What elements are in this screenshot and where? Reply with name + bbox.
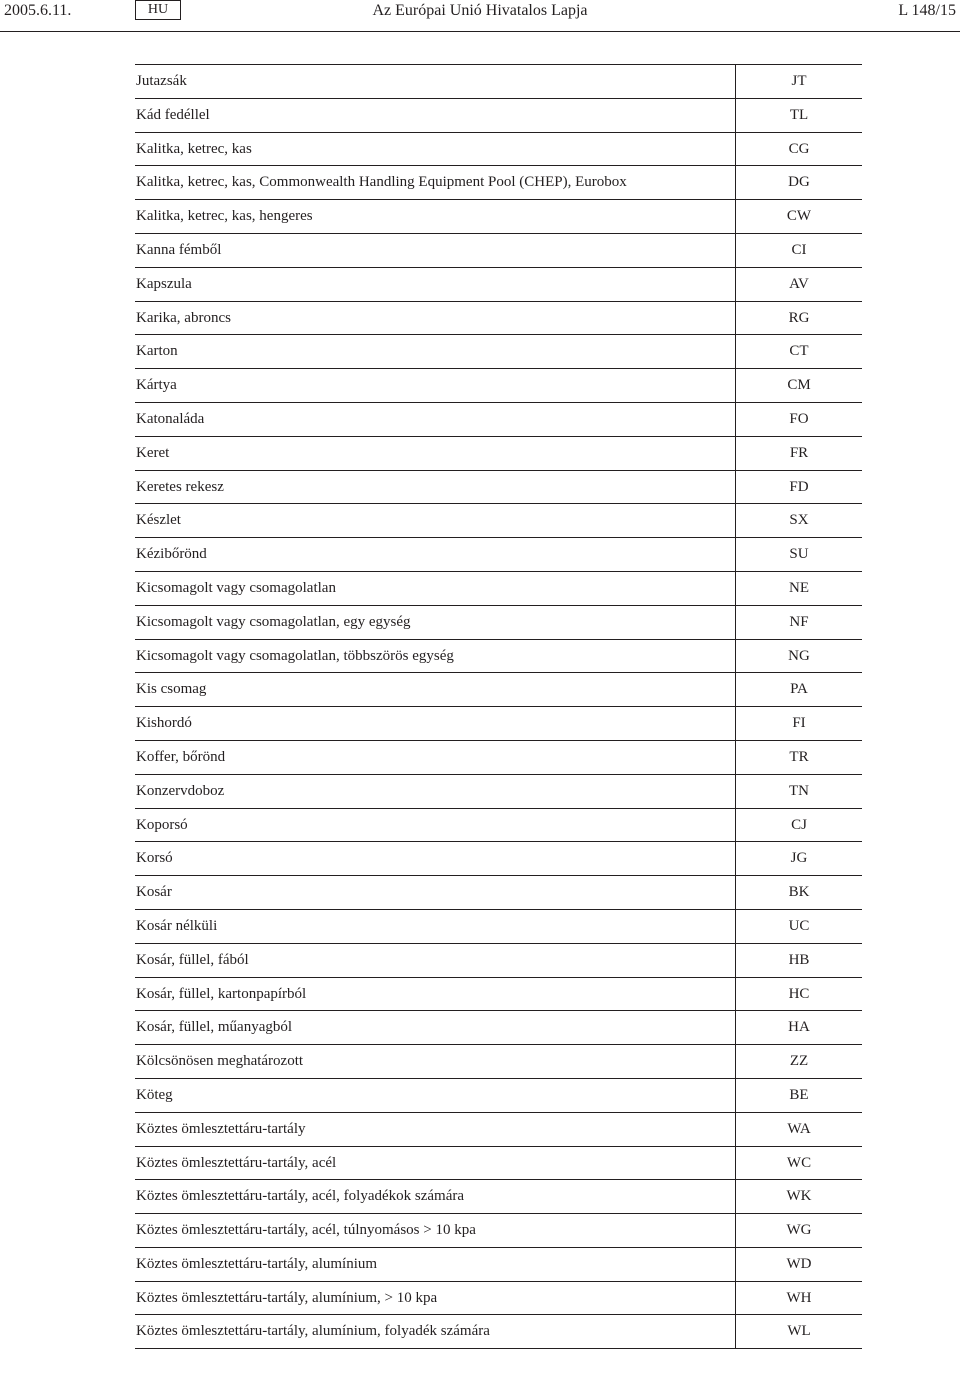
table-row [135, 1113, 862, 1147]
package-name-cell: Köztes ömlesztettáru-tartály, acél, folyadékok számára [135, 1180, 736, 1213]
package-code-cell: PA [790, 681, 808, 698]
package-name-cell: Kártya [135, 369, 736, 402]
package-name-cell: Kicsomagolt vagy csomagolatlan, többszörös egység [135, 640, 736, 673]
page-number: L 148/15 [898, 2, 956, 19]
package-code-cell: WL [787, 1323, 811, 1340]
package-name-cell: Köztes ömlesztettáru-tartály, acél, túlnyomásos > 10 kpa [135, 1214, 736, 1247]
table-row [135, 741, 862, 775]
table-row [135, 775, 862, 809]
package-name-cell: Koffer, bőrönd [135, 741, 736, 774]
package-code-cell: CM [787, 377, 811, 394]
table-row [135, 133, 862, 167]
package-name-cell: Kalitka, ketrec, kas, hengeres [135, 200, 736, 233]
journal-title: Az Európai Unió Hivatalos Lapja [372, 2, 588, 19]
table-row [135, 302, 862, 336]
package-code-cell: CG [788, 140, 810, 157]
package-code-cell: FD [789, 478, 809, 495]
package-code-cell: AV [789, 275, 809, 292]
package-name-cell: Kishordó [135, 707, 736, 740]
package-code-cell: WH [786, 1289, 812, 1306]
table-row [135, 606, 862, 640]
table-row [135, 1045, 862, 1079]
table-row [135, 99, 862, 133]
package-code-cell: TN [789, 782, 809, 799]
package-code-cell: DG [788, 174, 810, 191]
table-row [135, 268, 862, 302]
package-name-cell: Kölcsönösen meghatározott [135, 1045, 736, 1078]
package-code-cell: FI [792, 715, 806, 732]
table-row [135, 1079, 862, 1113]
package-name-cell: Köztes ömlesztettáru-tartály, alumínium, folyadék számára [135, 1315, 736, 1348]
package-name-cell: Köztes ömlesztettáru-tartály, alumínium, > 10 kpa [135, 1282, 736, 1315]
package-code-cell: SU [789, 546, 809, 563]
package-name-cell: Keretes rekesz [135, 471, 736, 504]
package-code-cell: FR [789, 444, 809, 461]
package-code-cell: JT [791, 73, 807, 89]
table-row [135, 809, 862, 843]
package-code-cell: WA [787, 1120, 811, 1137]
package-name-cell: Korsó [135, 842, 736, 875]
package-name-cell: Kanna fémből [135, 234, 736, 267]
package-name-cell: Köteg [135, 1079, 736, 1112]
language-badge: HU [135, 0, 181, 20]
table-row [135, 1248, 862, 1282]
table-row [135, 200, 862, 234]
package-code-cell: WC [786, 1154, 812, 1171]
package-name-cell: Kád fedéllel [135, 99, 736, 132]
table-row [135, 876, 862, 910]
package-code-cell: CT [789, 343, 809, 360]
table-row [135, 504, 862, 538]
package-code-cell: ZZ [789, 1053, 809, 1070]
package-code-cell: NF [789, 613, 809, 630]
publication-date: 2005.6.11. [4, 2, 72, 19]
package-name-cell: Konzervdoboz [135, 775, 736, 808]
package-code-cell: WG [786, 1222, 812, 1239]
package-name-cell: Kalitka, ketrec, kas [135, 133, 736, 166]
package-name-cell: Kosár, füllel, műanyagból [135, 1011, 736, 1044]
package-name-cell: Karika, abroncs [135, 302, 736, 335]
table-row [135, 673, 862, 707]
table-row [135, 1147, 862, 1181]
table-row [135, 437, 862, 471]
package-name-cell: Köztes ömlesztettáru-tartály, acél [135, 1147, 736, 1180]
table-row [135, 65, 862, 99]
package-code-cell: SX [789, 512, 809, 529]
package-name-cell: Köztes ömlesztettáru-tartály, alumínium [135, 1248, 736, 1281]
package-name-cell: Karton [135, 335, 736, 368]
package-name-cell: Kosár, füllel, kartonpapírból [135, 978, 736, 1011]
package-name-cell: Kicsomagolt vagy csomagolatlan, egy egység [135, 606, 736, 639]
package-name-cell: Kalitka, ketrec, kas, Commonwealth Handling Equipment Pool (CHEP), Eurobox [135, 166, 736, 199]
package-name-cell: Kis csomag [135, 673, 736, 706]
table-row [135, 1214, 862, 1248]
package-name-cell: Koporsó [135, 809, 736, 842]
package-code-cell: JG [790, 850, 808, 867]
package-code-cell: TR [789, 748, 809, 765]
package-name-cell: Készlet [135, 504, 736, 537]
table-row [135, 1180, 862, 1214]
header-rule [0, 31, 960, 32]
table-row [135, 1315, 862, 1349]
package-code-cell: FO [789, 410, 809, 427]
package-code-cell: BK [788, 884, 810, 901]
package-code-cell: WK [786, 1188, 812, 1205]
package-name-cell: Katonaláda [135, 403, 736, 436]
page-header [0, 0, 960, 30]
table-row [135, 403, 862, 437]
table-row [135, 538, 862, 572]
package-code-cell: HB [788, 951, 810, 968]
package-code-cell: WD [786, 1255, 812, 1272]
table-row [135, 1011, 862, 1045]
table-row [135, 471, 862, 505]
package-code-cell: NG [788, 647, 810, 664]
table-row [135, 978, 862, 1012]
table-row [135, 335, 862, 369]
table-row [135, 910, 862, 944]
package-code-cell: HA [788, 1019, 810, 1036]
package-name-cell: Kicsomagolt vagy csomagolatlan [135, 572, 736, 605]
package-code-cell: BE [789, 1086, 809, 1103]
package-name-cell: Keret [135, 437, 736, 470]
table-row [135, 166, 862, 200]
package-code-cell: RG [788, 309, 810, 326]
package-name-cell: Kapszula [135, 268, 736, 301]
package-code-table [135, 64, 862, 1349]
table-row [135, 707, 862, 741]
package-name-cell: Kosár, füllel, fából [135, 944, 736, 977]
package-code-cell: TL [789, 106, 809, 123]
package-name-cell: Kézibőrönd [135, 538, 736, 571]
table-row [135, 944, 862, 978]
table-row [135, 572, 862, 606]
table-row [135, 369, 862, 403]
package-code-cell: CI [791, 241, 807, 258]
table-row [135, 640, 862, 674]
table-row [135, 1282, 862, 1316]
package-name-cell: Kosár [135, 876, 736, 909]
package-name-cell: Kosár nélküli [135, 910, 736, 943]
package-name-cell: Jutazsák [135, 65, 736, 98]
package-code-cell: HC [788, 985, 810, 1002]
package-code-cell: NE [789, 579, 809, 596]
table-row [135, 234, 862, 268]
package-code-cell: CW [786, 208, 812, 225]
package-name-cell: Köztes ömlesztettáru-tartály [135, 1113, 736, 1146]
table-row [135, 842, 862, 876]
package-code-cell: CJ [791, 816, 807, 833]
package-code-cell: UC [788, 917, 810, 934]
